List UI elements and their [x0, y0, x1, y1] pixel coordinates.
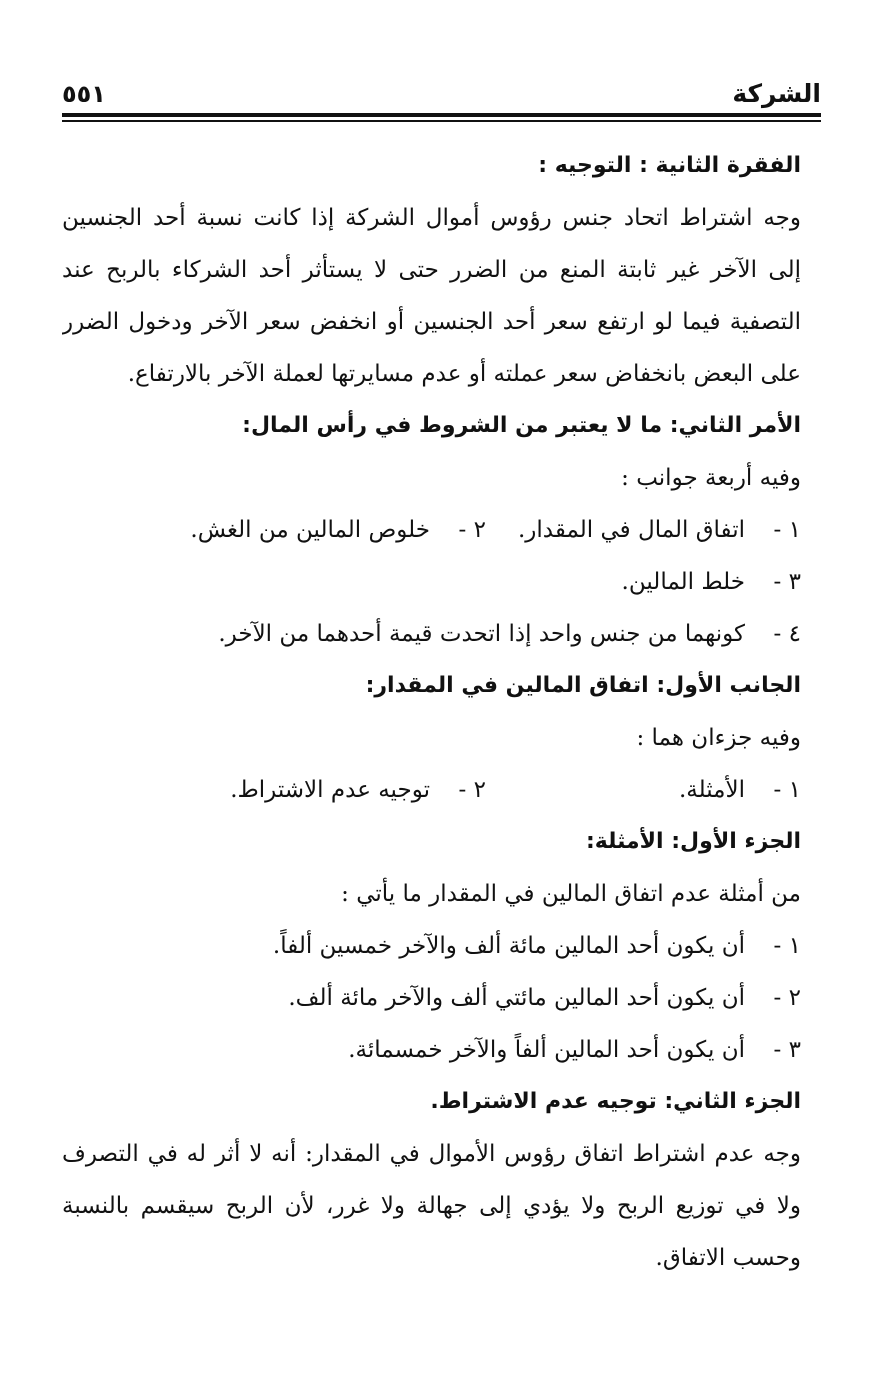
list-text: اتفاق المال في المقدار. — [517, 517, 745, 543]
subheading-guidance: الفقرة الثانية : التوجيه : — [538, 153, 801, 178]
list-item — [62, 920, 801, 972]
list-text: الأمثلة. — [678, 777, 745, 803]
paragraph-line: ولا في توزيع الربح ولا يؤدي إلى جهالة ولا غرر، لأن الربح سيقسم بالنسبة — [62, 1193, 801, 1219]
paragraph-line: إلى الآخر غير ثابتة المنع من الضرر حتى لا يستأثر أحد الشركاء بالربح عند — [62, 257, 801, 283]
list-number: ٢ - — [773, 985, 801, 1011]
list-text: أن يكون أحد المالين ألفاً والآخر خمسمائة. — [348, 1037, 745, 1063]
paragraph-line: وحسب الاتفاق. — [655, 1245, 801, 1271]
heading-first-aspect: الجانب الأول: اتفاق المالين في المقدار: — [365, 673, 801, 698]
paragraph-line: التصفية فيما لو ارتفع سعر أحد الجنسين أو انخفض سعر الآخر ودخول الضرر — [62, 309, 801, 335]
list-text: أن يكون أحد المالين مائة ألف والآخر خمسين ألفاً. — [272, 933, 745, 959]
list-text: خلط المالين. — [621, 569, 745, 595]
list-item — [62, 972, 801, 1024]
page-number: ٥٥١ — [62, 80, 106, 108]
body-text — [62, 140, 801, 1284]
paragraph-line: وفيه جزءان هما : — [636, 725, 801, 751]
list-number: ١ - — [773, 517, 801, 543]
list-row — [62, 504, 801, 556]
list-number: ٤ - — [773, 621, 801, 647]
header-title: الشركة — [732, 79, 821, 108]
header-rule-thick — [62, 113, 821, 117]
list-number: ٣ - — [773, 1037, 801, 1063]
list-item — [62, 556, 801, 608]
header-rule-thin — [62, 120, 821, 122]
list-number: ١ - — [773, 777, 801, 803]
heading-second-matter: الأمر الثاني: ما لا يعتبر من الشروط في رأس المال: — [242, 413, 801, 438]
list-item — [230, 764, 486, 816]
heading-part-one: الجزء الأول: الأمثلة: — [585, 829, 801, 854]
paragraph-line: وفيه أربعة جوانب : — [621, 465, 801, 491]
list-row — [62, 764, 801, 816]
list-item — [190, 504, 486, 556]
running-header — [62, 62, 821, 112]
paragraph-line: على البعض بانخفاض سعر عملته أو عدم مسايرتها لعملة الآخر بالارتفاع. — [127, 361, 801, 387]
list-text: خلوص المالين من الغش. — [190, 517, 430, 543]
heading-part-two: الجزء الثاني: توجيه عدم الاشتراط. — [430, 1089, 801, 1114]
list-item — [62, 1024, 801, 1076]
list-text: أن يكون أحد المالين مائتي ألف والآخر مائة ألف. — [288, 985, 745, 1011]
list-number: ٣ - — [773, 569, 801, 595]
paragraph-line: وجه اشتراط اتحاد جنس رؤوس أموال الشركة إذا كانت نسبة أحد الجنسين — [62, 205, 801, 231]
list-text: كونهما من جنس واحد إذا اتحدت قيمة أحدهما من الآخر. — [218, 621, 745, 647]
list-item — [486, 764, 801, 816]
list-text: توجيه عدم الاشتراط. — [230, 777, 430, 803]
list-item — [62, 608, 801, 660]
paragraph-line: وجه عدم اشتراط اتفاق رؤوس الأموال في المقدار: أنه لا أثر له في التصرف — [62, 1141, 801, 1167]
list-number: ١ - — [773, 933, 801, 959]
list-number: ٢ - — [458, 777, 486, 803]
paragraph-line: من أمثلة عدم اتفاق المالين في المقدار ما يأتي : — [341, 881, 801, 907]
list-item — [486, 504, 801, 556]
list-number: ٢ - — [458, 517, 486, 543]
